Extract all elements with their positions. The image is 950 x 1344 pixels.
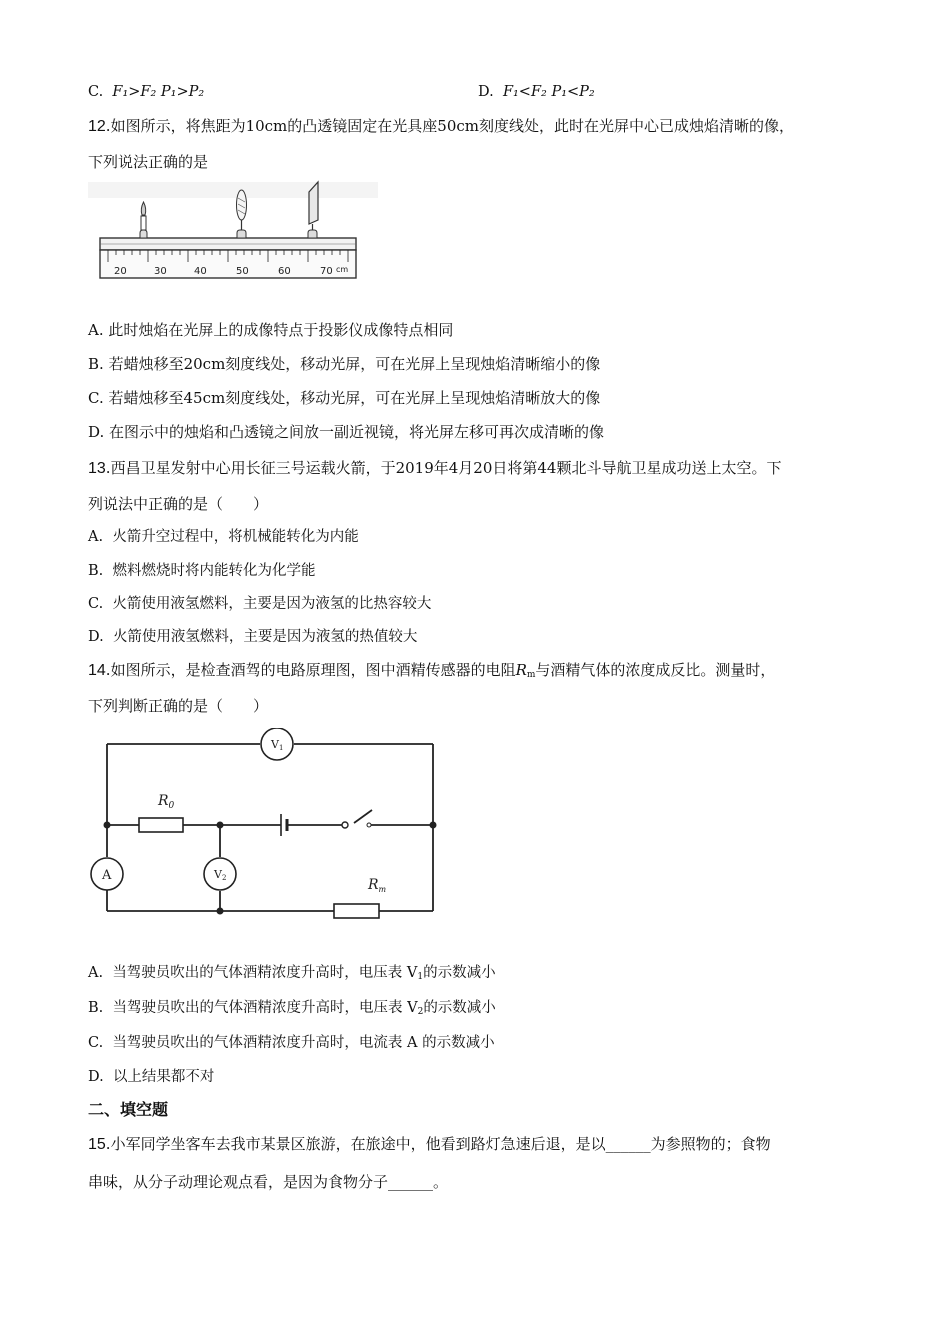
q12-option-b (88, 354, 600, 374)
q14-option-d-text: 以上结果都不对 (112, 1069, 215, 1085)
q13-option-a-text: 火箭升空过程中，将机械能转化为内能 (112, 529, 359, 545)
q15-text2a: 串味，从分子动理论观点看，是因为食物分子 (88, 1173, 389, 1191)
q13-option-d-text: 火箭使用液氢燃料，主要是因为液氢的热值较大 (112, 629, 418, 645)
v2-label-sub: 2 (221, 874, 227, 882)
q14-stem-rm-sub: m (526, 670, 536, 680)
q14-option-b (88, 998, 496, 1022)
q13-option-c-text: 火箭使用液氢燃料，主要是因为液氢的比热容较大 (112, 596, 432, 612)
q14-option-c-text: 当驾驶员吹出的气体酒精浓度升高时，电流表 A 的示数减小 (112, 1035, 495, 1051)
q12-number: 12 (88, 118, 106, 135)
svg-text:R0 (157, 793, 175, 811)
q14-option-b-text: 当驾驶员吹出的气体酒精浓度升高时，电压表 V (112, 1000, 418, 1016)
optical-bench-figure (88, 178, 378, 288)
scale-label-60: 60 (278, 266, 291, 277)
scale-unit: cm (336, 265, 349, 274)
q13-option-b (88, 561, 315, 581)
r0-label: R (158, 793, 169, 809)
q14-option-b-sub: 2 (417, 1007, 424, 1017)
q14-option-b-text-end: 的示数减小 (423, 1000, 496, 1016)
q14-option-d-label: D. (88, 1069, 104, 1085)
q13-number: 13 (88, 460, 106, 477)
q14-option-a-text-end: 的示数减小 (423, 965, 496, 981)
resistor-r0 (139, 793, 183, 832)
q14-option-a-label: A. (88, 965, 104, 981)
q15-blank1: ______ (605, 1135, 651, 1153)
q15-text1b: 为参照物的；食物 (650, 1135, 771, 1153)
v1-label-sub: 1 (278, 744, 284, 752)
q14-number: 14 (88, 662, 106, 679)
junction-dots (104, 822, 437, 915)
q13-stem-text1: .西昌卫星发射中心用长征三号运载火箭，于2019年4月20日将第44颗北斗导航卫星成功送上太空。下 (105, 459, 782, 477)
scale-label-50: 50 (236, 266, 249, 277)
q12-option-a-text: 此时烛焰在光屏上的成像特点于投影仪成像特点相同 (108, 321, 454, 339)
section-title: 二、填空题 (88, 1100, 169, 1119)
q13-option-b-label: B. (88, 563, 104, 579)
q12-option-a-label: A. (88, 321, 104, 339)
q12-option-c-text: 若蜡烛移至45cm刻度线处，移动光屏，可在光屏上呈现烛焰清晰放大的像 (108, 389, 601, 407)
v2-label: V (214, 868, 222, 881)
q14-option-c-label: C. (88, 1035, 104, 1051)
q13-stem-line2: 列说法中正确的是（ ） (88, 495, 269, 513)
q12-option-d (88, 422, 604, 442)
voltmeter-v2 (204, 858, 236, 890)
q15-number: 15 (88, 1136, 106, 1153)
q13-option-c-label: C. (88, 596, 104, 612)
q11-option-c-label: C. (88, 84, 104, 100)
voltmeter-v1 (261, 728, 293, 760)
q12-option-b-text: 若蜡烛移至20cm刻度线处，移动光屏，可在光屏上呈现烛焰清晰缩小的像 (108, 355, 601, 373)
q11-option-d-text: F₁<F₂ P₁<P₂ (502, 84, 595, 100)
q12-option-b-label: B. (88, 355, 104, 373)
rm-label: R (368, 877, 379, 893)
q13-stem-line1 (88, 458, 781, 479)
q12-option-d-text: 在图示中的烛焰和凸透镜之间放一副近视镜，将光屏左移可再次成清晰的像 (109, 423, 605, 441)
r0-label-sub: 0 (168, 801, 175, 811)
q11-option-c (88, 82, 204, 102)
q12-stem-line2: 下列说法正确的是 (88, 153, 209, 171)
q14-option-c (88, 1033, 495, 1053)
q12-stem-line1 (88, 116, 794, 137)
q14-option-a-sub: 1 (417, 972, 424, 982)
q13-option-a-label: A. (88, 529, 104, 545)
q12-option-c (88, 388, 600, 408)
scale-label-70: 70 (320, 266, 333, 277)
scale-label-40: 40 (194, 266, 207, 277)
scale-label-30: 30 (154, 266, 167, 277)
q14-stem-line1 (88, 660, 775, 685)
q12-option-c-label: C. (88, 389, 104, 407)
circuit-diagram (88, 728, 448, 924)
q14-stem-rm: R (515, 661, 527, 679)
q14-stem-line2: 下列判断正确的是（ ） (88, 697, 269, 715)
q12-option-a (88, 320, 453, 340)
q11-option-c-text: F₁>F₂ P₁>P₂ (112, 84, 205, 100)
ammeter (91, 858, 123, 890)
q13-option-b-text: 燃料燃烧时将内能转化为化学能 (112, 563, 316, 579)
q13-option-c (88, 594, 431, 614)
q14-option-d (88, 1067, 214, 1087)
v1-label: V (271, 738, 279, 751)
q14-stem-text1b: 与酒精气体的浓度成反比。测量时， (535, 661, 776, 679)
q14-option-b-label: B. (88, 1000, 104, 1016)
q12-option-d-label: D. (88, 423, 105, 441)
q12-stem-text1: .如图所示，将焦距为10cm的凸透镜固定在光具座50cm刻度线处，此时在光屏中心已成烛焰清晰的像， (105, 117, 794, 135)
q15-blank2: ______ (388, 1173, 434, 1191)
convex-lens-icon (237, 190, 247, 238)
switch-icon (342, 822, 371, 828)
svg-text:Rm (367, 877, 387, 894)
q14-stem-text1a: .如图所示，是检查酒驾的电路原理图，图中酒精传感器的电阻 (105, 661, 516, 679)
q13-option-a (88, 527, 359, 547)
rm-label-sub: m (378, 885, 387, 894)
q11-option-d (478, 82, 595, 102)
ammeter-label: A (102, 868, 112, 883)
q15-line1 (88, 1134, 771, 1155)
q13-option-d (88, 627, 417, 647)
q14-option-a-text: 当驾驶员吹出的气体酒精浓度升高时，电压表 V (112, 965, 418, 981)
q15-line2 (88, 1172, 448, 1192)
q15-text2b: 。 (433, 1173, 449, 1191)
battery-icon (281, 814, 287, 836)
q14-option-a (88, 963, 496, 987)
q15-text1a: .小军同学坐客车去我市某景区旅游，在旅途中，他看到路灯急速后退，是以 (105, 1135, 606, 1153)
q13-option-d-label: D. (88, 629, 104, 645)
q11-option-d-label: D. (478, 84, 494, 100)
sensor-resistor-rm (334, 877, 387, 918)
scale-label-20: 20 (114, 266, 127, 277)
